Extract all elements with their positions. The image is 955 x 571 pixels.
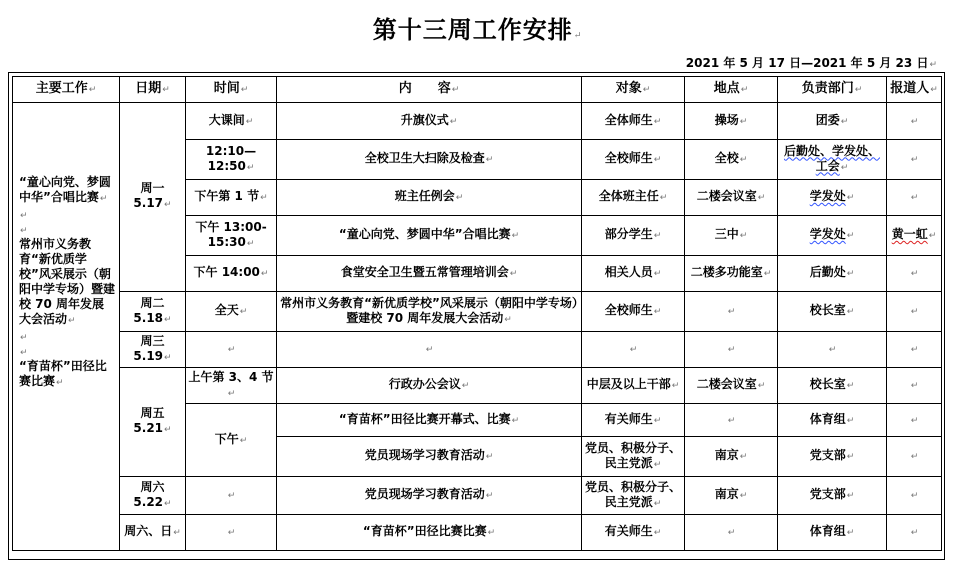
time-cell <box>186 332 277 368</box>
cell-text: 二楼多功能室 <box>690 265 763 279</box>
para-mark: ↵ <box>653 528 662 538</box>
dept-cell <box>778 368 887 404</box>
para-mark: ↵ <box>727 345 736 355</box>
table-row <box>13 332 942 368</box>
cell-text: “童心向党、梦圆中华”合唱比赛 <box>338 227 511 241</box>
place-cell <box>685 180 778 216</box>
cell-text: “育苗杯”田径比赛比赛 <box>362 524 487 538</box>
time-cell <box>186 368 277 404</box>
para-mark: ↵ <box>245 116 254 127</box>
dept-cell <box>778 140 887 180</box>
para-mark: ↵ <box>227 388 236 399</box>
para-mark: ↵ <box>246 162 255 173</box>
para-mark: ↵ <box>653 116 662 127</box>
para-mark: ↵ <box>653 498 662 509</box>
table-row <box>13 103 942 140</box>
content-cell <box>277 477 582 515</box>
date-cell <box>120 292 186 332</box>
cell-text: 全校卫生大扫除及检查 <box>364 151 485 165</box>
place-cell <box>685 515 778 551</box>
cell-text: 行政办公会议 <box>388 377 461 391</box>
header-label: 负责部门 <box>801 81 854 96</box>
content-cell <box>277 437 582 477</box>
schedule-frame <box>8 72 945 560</box>
title-text: 第十三周工作安排 <box>372 15 573 44</box>
target-cell <box>582 292 685 332</box>
para-mark: ↵ <box>162 85 170 95</box>
para-mark: ↵ <box>910 307 919 317</box>
para-mark: ↵ <box>930 85 938 95</box>
table-row <box>13 515 942 551</box>
time-cell <box>186 292 277 332</box>
cell-text: 部分学生 <box>604 227 653 241</box>
para-mark: ↵ <box>485 155 494 165</box>
cell-text: 二楼会议室 <box>696 377 757 391</box>
para-mark: ↵ <box>854 85 863 95</box>
reporter-cell <box>887 256 942 292</box>
header-label: 报道人 <box>890 81 930 96</box>
dept-cell <box>778 180 887 216</box>
para-mark: ↵ <box>846 491 855 501</box>
cell-text: 党员、积极分子、民主党派 <box>584 440 681 470</box>
para-mark: ↵ <box>739 231 748 241</box>
cell-text: 12:10—12:50 <box>205 143 257 173</box>
para-mark: ↵ <box>653 307 662 317</box>
dept-cell <box>778 437 887 477</box>
cell-text: 全体班主任 <box>598 189 659 203</box>
dept-cell <box>778 216 887 256</box>
dept-cell <box>778 256 887 292</box>
para-mark: ↵ <box>910 269 919 279</box>
header-target <box>582 77 685 103</box>
para-mark: ↵ <box>56 378 64 388</box>
cell-text: “育苗杯”田径比赛开幕式、比赛 <box>338 411 511 426</box>
time-cell <box>186 180 277 216</box>
table-row <box>13 292 942 332</box>
header-dept <box>778 77 887 103</box>
para-mark: ↵ <box>20 348 28 358</box>
target-cell <box>582 256 685 292</box>
para-mark: ↵ <box>653 415 662 426</box>
reporter-cell <box>887 103 942 140</box>
para-mark: ↵ <box>757 193 766 203</box>
cell-text: 下午 14:00 <box>193 265 260 279</box>
cell-text: 中层及以上干部 <box>586 377 671 391</box>
cell-text: 班主任例会 <box>394 189 455 203</box>
para-mark: ↵ <box>164 200 172 210</box>
date-range-text: 2021 年 5 月 17 日—2021 年 5 月 23 日 <box>685 56 929 70</box>
para-mark: ↵ <box>455 193 464 203</box>
target-cell <box>582 515 685 551</box>
cell-text: 党支部 <box>809 448 846 462</box>
para-mark: ↵ <box>846 231 855 241</box>
para-mark: ↵ <box>846 528 855 538</box>
target-cell <box>582 332 685 368</box>
content-cell <box>277 368 582 404</box>
para-mark: ↵ <box>227 345 236 355</box>
para-mark: ↵ <box>260 269 269 279</box>
cell-text: 校长室 <box>809 377 846 391</box>
para-mark: ↵ <box>164 498 172 509</box>
para-mark: ↵ <box>727 528 736 538</box>
cell-text: 学发处 <box>809 227 846 241</box>
date-text: 周六、日 <box>124 524 173 538</box>
para-mark: ↵ <box>20 211 28 221</box>
para-mark: ↵ <box>164 425 172 435</box>
para-mark: ↵ <box>642 85 651 95</box>
time-cell <box>186 404 277 477</box>
para-mark: ↵ <box>653 269 662 279</box>
place-cell <box>685 437 778 477</box>
content-cell <box>277 292 582 332</box>
para-mark: ↵ <box>739 155 748 165</box>
target-cell <box>582 103 685 140</box>
date-text: 周二 5.18 <box>133 295 165 325</box>
para-mark: ↵ <box>487 528 496 538</box>
cell-text: 有关师生 <box>604 524 653 538</box>
dept-cell <box>778 332 887 368</box>
para-mark: ↵ <box>509 269 518 279</box>
main-work-item <box>19 359 115 391</box>
para-mark: ↵ <box>653 459 662 470</box>
date-cell <box>120 368 186 477</box>
para-mark: ↵ <box>20 226 28 236</box>
para-mark: ↵ <box>451 85 460 95</box>
para-mark: ↵ <box>99 194 108 204</box>
header-content <box>277 77 582 103</box>
para-mark: ↵ <box>511 415 520 426</box>
time-cell <box>186 515 277 551</box>
cell-text: 上午第 3、4 节 <box>188 369 274 384</box>
main-work-cell <box>13 103 120 551</box>
time-cell <box>186 256 277 292</box>
cell-text: 党员、积极分子、民主党派 <box>584 479 681 509</box>
time-cell <box>186 477 277 515</box>
main-work-item <box>19 175 115 207</box>
content-cell <box>277 103 582 140</box>
reporter-cell <box>887 292 942 332</box>
para-mark: ↵ <box>485 491 494 501</box>
place-cell <box>685 256 778 292</box>
content-cell <box>277 180 582 216</box>
cell-text: 体育组 <box>809 411 846 426</box>
place-cell <box>685 103 778 140</box>
para-mark: ↵ <box>659 193 668 203</box>
para-mark: ↵ <box>227 491 236 501</box>
header-time <box>186 77 277 103</box>
para-mark: ↵ <box>240 85 249 95</box>
date-text: 周一 5.17 <box>133 181 165 210</box>
content-cell <box>277 332 582 368</box>
cell-text: 全校师生 <box>604 303 653 317</box>
para-mark: ↵ <box>227 528 236 538</box>
time-cell <box>186 103 277 140</box>
cell-text: 升旗仪式 <box>400 112 449 127</box>
date-range <box>686 54 937 71</box>
cell-text: 黄一虹 <box>891 227 928 241</box>
para-mark: ↵ <box>910 381 919 391</box>
date-cell <box>120 332 186 368</box>
para-mark: ↵ <box>653 231 662 241</box>
date-cell <box>120 515 186 551</box>
date-text: 周五 5.21 <box>133 406 165 435</box>
cell-text: 二楼会议室 <box>696 189 757 203</box>
para-mark: ↵ <box>928 231 937 241</box>
cell-text: 下午第 1 节 <box>194 189 260 203</box>
cell-text: 后勤处 <box>809 265 846 279</box>
place-cell <box>685 292 778 332</box>
time-cell <box>186 216 277 256</box>
para-mark: ↵ <box>910 116 919 127</box>
dept-cell <box>778 477 887 515</box>
para-mark: ↵ <box>629 345 638 355</box>
para-mark: ↵ <box>173 528 181 538</box>
cell-text: 下午 13:00-15:30 <box>195 219 267 249</box>
time-cell <box>186 140 277 180</box>
para-mark: ↵ <box>653 155 662 165</box>
para-mark: ↵ <box>757 381 766 391</box>
header-label: 地点 <box>713 81 740 96</box>
para-mark: ↵ <box>910 491 919 501</box>
para-mark: ↵ <box>929 60 937 70</box>
para-mark: ↵ <box>846 452 855 462</box>
date-cell <box>120 103 186 292</box>
para-mark: ↵ <box>910 155 919 165</box>
para-mark: ↵ <box>671 381 680 391</box>
cell-text: 相关人员 <box>604 265 653 279</box>
para-mark: ↵ <box>910 345 919 355</box>
cell-text: 操场 <box>714 112 739 127</box>
para-mark: ↵ <box>246 238 255 249</box>
cell-text: 党支部 <box>809 487 846 501</box>
cell-text: 食堂安全卫生暨五常管理培训会 <box>340 265 509 279</box>
cell-text: 常州市义务教育“新优质学校”风采展示（朝阳中学专场）暨建校 70 周年发展大会活动 <box>280 295 578 325</box>
dept-cell <box>778 292 887 332</box>
date-text: 周三 5.19 <box>133 333 165 363</box>
content-cell <box>277 256 582 292</box>
cell-text: 全体师生 <box>604 112 653 127</box>
para-mark: ↵ <box>461 381 470 391</box>
header-date <box>120 77 186 103</box>
reporter-cell <box>887 437 942 477</box>
para-mark: ↵ <box>68 316 76 326</box>
table-row <box>13 368 942 404</box>
cell-text: 后勤处、学发处、工会 <box>783 143 880 173</box>
target-cell <box>582 368 685 404</box>
para-mark: ↵ <box>449 116 458 127</box>
table-row <box>13 477 942 515</box>
main-work-text: “童心向党、梦圆中华”合唱比赛 <box>19 175 111 204</box>
header-label: 日期 <box>135 81 162 96</box>
header-main-work <box>13 77 120 103</box>
header-label: 时间 <box>213 81 240 96</box>
reporter-cell <box>887 216 942 256</box>
place-cell <box>685 368 778 404</box>
cell-text: 全校 <box>714 151 739 165</box>
para-mark: ↵ <box>164 314 172 325</box>
reporter-cell <box>887 477 942 515</box>
para-mark: ↵ <box>910 193 919 203</box>
para-mark: ↵ <box>840 116 849 127</box>
cell-text: 学发处 <box>809 189 846 203</box>
date-text: 周六 5.22 <box>133 479 165 509</box>
main-work-text: 常州市义务教育“新优质学校”风采展示（朝阳中学专场）暨建校 70 周年发展大会活动 <box>19 237 116 326</box>
cell-text: 校长室 <box>809 303 846 317</box>
place-cell <box>685 140 778 180</box>
para-mark: ↵ <box>573 31 583 41</box>
reporter-cell <box>887 140 942 180</box>
content-cell <box>277 140 582 180</box>
para-mark: ↵ <box>511 231 520 241</box>
content-cell <box>277 515 582 551</box>
para-mark: ↵ <box>840 162 849 173</box>
dept-cell <box>778 103 887 140</box>
target-cell <box>582 216 685 256</box>
para-mark: ↵ <box>260 193 268 203</box>
cell-text: 全校师生 <box>604 151 653 165</box>
place-cell <box>685 404 778 437</box>
para-mark: ↵ <box>739 116 748 127</box>
para-mark: ↵ <box>846 415 855 426</box>
content-cell <box>277 404 582 437</box>
place-cell <box>685 477 778 515</box>
para-mark: ↵ <box>910 415 919 426</box>
page-title <box>0 10 955 45</box>
reporter-cell <box>887 332 942 368</box>
para-mark: ↵ <box>828 345 837 355</box>
para-mark: ↵ <box>910 452 919 462</box>
reporter-cell <box>887 404 942 437</box>
para-mark: ↵ <box>727 307 736 317</box>
cell-text: 大课间 <box>208 112 245 127</box>
cell-text: 团委 <box>815 112 840 127</box>
para-mark: ↵ <box>88 85 97 95</box>
para-mark: ↵ <box>727 415 736 426</box>
cell-text: 体育组 <box>809 524 846 538</box>
para-mark: ↵ <box>763 269 772 279</box>
para-mark: ↵ <box>239 435 248 446</box>
para-mark: ↵ <box>740 85 749 95</box>
para-mark: ↵ <box>425 345 434 355</box>
main-work-item <box>19 237 115 329</box>
para-mark: ↵ <box>20 333 28 343</box>
target-cell <box>582 180 685 216</box>
target-cell <box>582 437 685 477</box>
header-place <box>685 77 778 103</box>
dept-cell <box>778 515 887 551</box>
header-label: 主要工作 <box>35 81 88 96</box>
cell-text: 三中 <box>714 227 739 241</box>
para-mark: ↵ <box>504 314 512 325</box>
place-cell <box>685 216 778 256</box>
header-label: 内 容 <box>398 81 451 96</box>
reporter-cell <box>887 180 942 216</box>
reporter-cell <box>887 368 942 404</box>
cell-text: 全天 <box>214 303 239 317</box>
para-mark: ↵ <box>846 307 855 317</box>
dept-cell <box>778 404 887 437</box>
target-cell <box>582 404 685 437</box>
para-mark: ↵ <box>846 269 855 279</box>
reporter-cell <box>887 515 942 551</box>
cell-text: 有关师生 <box>604 411 653 426</box>
cell-text: 南京 <box>714 487 739 501</box>
content-cell <box>277 216 582 256</box>
para-mark: ↵ <box>910 528 919 538</box>
para-mark: ↵ <box>164 352 172 363</box>
cell-text: 南京 <box>714 448 739 462</box>
para-mark: ↵ <box>846 193 855 203</box>
para-mark: ↵ <box>846 381 855 391</box>
date-cell <box>120 477 186 515</box>
header-reporter <box>887 77 942 103</box>
cell-text: 下午 <box>214 431 239 446</box>
para-mark: ↵ <box>739 452 748 462</box>
header-row <box>13 77 942 103</box>
cell-text: 党员现场学习教育活动 <box>364 448 485 462</box>
schedule-table <box>12 76 942 551</box>
para-mark: ↵ <box>239 307 248 317</box>
target-cell <box>582 477 685 515</box>
main-work-text: “育苗杯”田径比赛比赛 <box>19 359 107 388</box>
para-mark: ↵ <box>739 491 748 501</box>
target-cell <box>582 140 685 180</box>
header-label: 对象 <box>615 81 642 96</box>
cell-text: 党员现场学习教育活动 <box>364 487 485 501</box>
place-cell <box>685 332 778 368</box>
para-mark: ↵ <box>485 452 494 462</box>
